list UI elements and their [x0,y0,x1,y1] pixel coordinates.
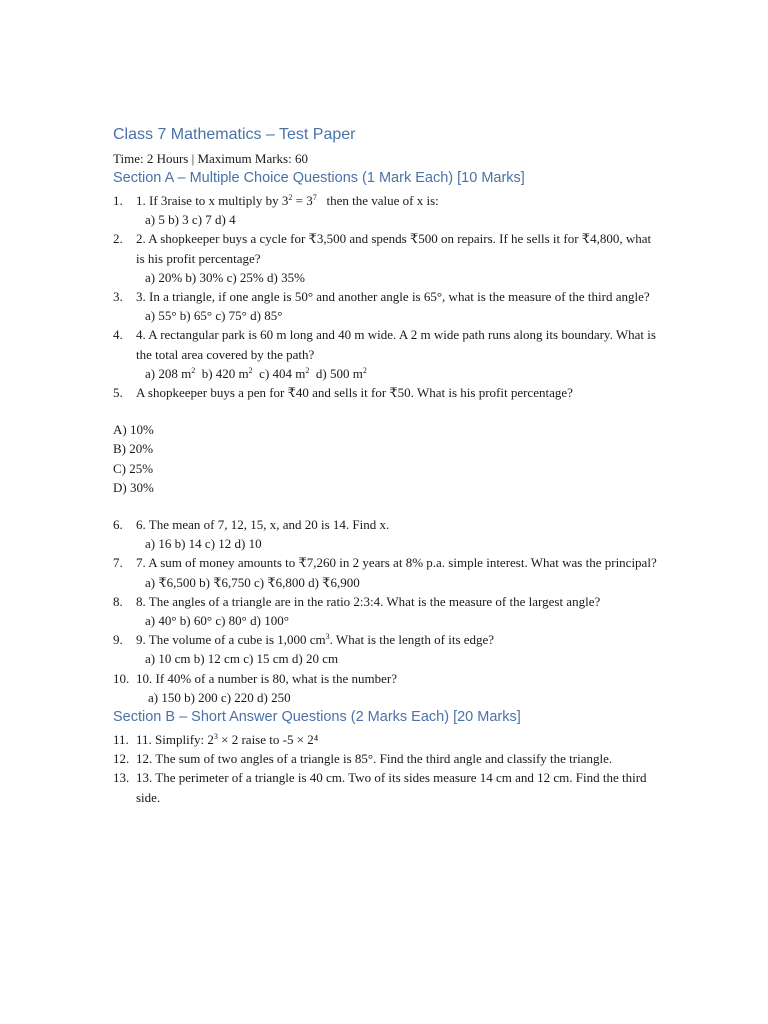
question-number: 13. [113,770,130,786]
question-12 [113,749,658,768]
question-number: 11. [113,732,129,748]
exponent: 2 [362,365,367,375]
question-options: a) 16 b) 14 c) 12 d) 10 [145,536,262,552]
question-number: 3. [113,289,123,305]
exponent: 2 [248,365,253,375]
question-4 [113,325,658,383]
question-options: a) 5 b) 3 c) 7 d) 4 [145,212,236,228]
question-number: 1. [113,193,123,208]
question-text: 3. In a triangle, if one angle is 50° and another angle is 65°, what is the measure of the third angle? [136,289,650,305]
question-text-part: = 3 [292,193,313,208]
question-text-part: then the value of x is: [316,193,439,208]
question-number: 12. [113,751,130,767]
section-b-questions [113,730,658,807]
question-number: 7. [113,555,123,571]
spacer [113,402,658,420]
question-3 [113,287,658,325]
option-line: C) 25% [113,460,154,476]
question-text: 6. The mean of 7, 12, 15, x, and 20 is 14. Find x. [136,517,390,533]
question-text-part: 9. The volume of a cube is 1,000 cm [136,632,326,648]
question-text [136,632,494,647]
question-number: 10. [113,670,130,686]
exponent: 2 [305,365,310,375]
question-text: A shopkeeper buys a pen for ₹40 and sells it for ₹50. What is his profit percentage? [136,385,573,401]
question-text: 13. The perimeter of a triangle is 40 cm. Two of its sides measure 14 cm and 12 cm. Find the third side. [136,770,647,805]
question-text: 12. The sum of two angles of a triangle is 85°. Find the third angle and classify the triangle. [136,751,613,767]
question-number: 2. [113,231,123,247]
question-6 [113,515,658,553]
question-11 [113,730,658,749]
option-b: b) 420 m [195,365,249,381]
question-number: 8. [113,593,123,609]
question-1 [113,191,658,229]
question-options: a) ₹6,500 b) ₹6,750 c) ₹6,800 d) ₹6,900 [145,574,360,590]
option-c: c) 404 m [252,365,306,381]
question-text: 2. A shopkeeper buys a cycle for ₹3,500 and spends ₹500 on repairs. If he sells it for ₹4,800, what is his profit percentage? [136,231,652,266]
exam-meta: Time: 2 Hours | Maximum Marks: 60 [113,151,308,166]
question-text-part: × 2 raise to -5 × 2⁴ [217,732,319,748]
question-8 [113,592,658,630]
exponent: 3 [213,732,218,742]
question-13 [113,768,658,806]
question-number: 5. [113,385,123,401]
page-title: Class 7 Mathematics – Test Paper [113,126,356,143]
question-options [136,364,658,383]
question-7 [113,553,658,591]
question-number: 4. [113,327,123,343]
option-a: a) 208 m [145,365,192,381]
exponent: 2 [288,193,293,202]
question-10 [113,669,658,707]
question-text-part: 1. If 3raise to x multiply by 3 [136,193,289,208]
question-text: 10. If 40% of a number is 80, what is the number? [136,670,398,686]
question-options: a) 10 cm b) 12 cm c) 15 cm d) 20 cm [145,651,339,667]
exponent: 7 [312,193,317,202]
question-9 [113,630,658,668]
section-a-questions-continued [113,515,658,707]
question-text-part: . What is the length of its edge? [329,632,495,648]
test-paper [113,124,658,807]
section-a-heading: Section A – Multiple Choice Questions (1 Mark Each) [10 Marks] [113,170,525,186]
option-line: A) 10% [113,422,154,438]
question-options: a) 20% b) 30% c) 25% d) 35% [145,269,305,285]
question-options: a) 150 b) 200 c) 220 d) 250 [148,689,291,705]
question-text: 4. A rectangular park is 60 m long and 40 m wide. A 2 m wide path runs along its boundary. What is the total area covered by the path? [136,327,656,362]
question-text: 7. A sum of money amounts to ₹7,260 in 2 years at 8% p.a. simple interest. What was the principal? [136,555,657,571]
section-a-questions [113,191,658,402]
question-2 [113,229,658,287]
question-text: 8. The angles of a triangle are in the ratio 2:3:4. What is the measure of the largest angle? [136,593,601,609]
exponent: 3 [325,632,330,642]
question-text-part: 11. Simplify: 2 [136,732,214,748]
section-b-heading: Section B – Short Answer Questions (2 Marks Each) [20 Marks] [113,709,521,726]
question-options: a) 40° b) 60° c) 80° d) 100° [145,613,289,629]
option-line: D) 30% [113,479,154,495]
option-d: d) 500 m [309,365,363,381]
question-5 [113,383,658,402]
question-text [136,732,318,747]
spacer [113,497,658,515]
question-text [136,193,439,208]
question-number: 6. [113,517,123,533]
option-line: B) 20% [113,441,154,457]
question-5-options [113,420,658,497]
question-number: 9. [113,632,123,648]
question-options: a) 55° b) 65° c) 75° d) 85° [145,308,283,324]
exponent: 2 [191,365,196,375]
